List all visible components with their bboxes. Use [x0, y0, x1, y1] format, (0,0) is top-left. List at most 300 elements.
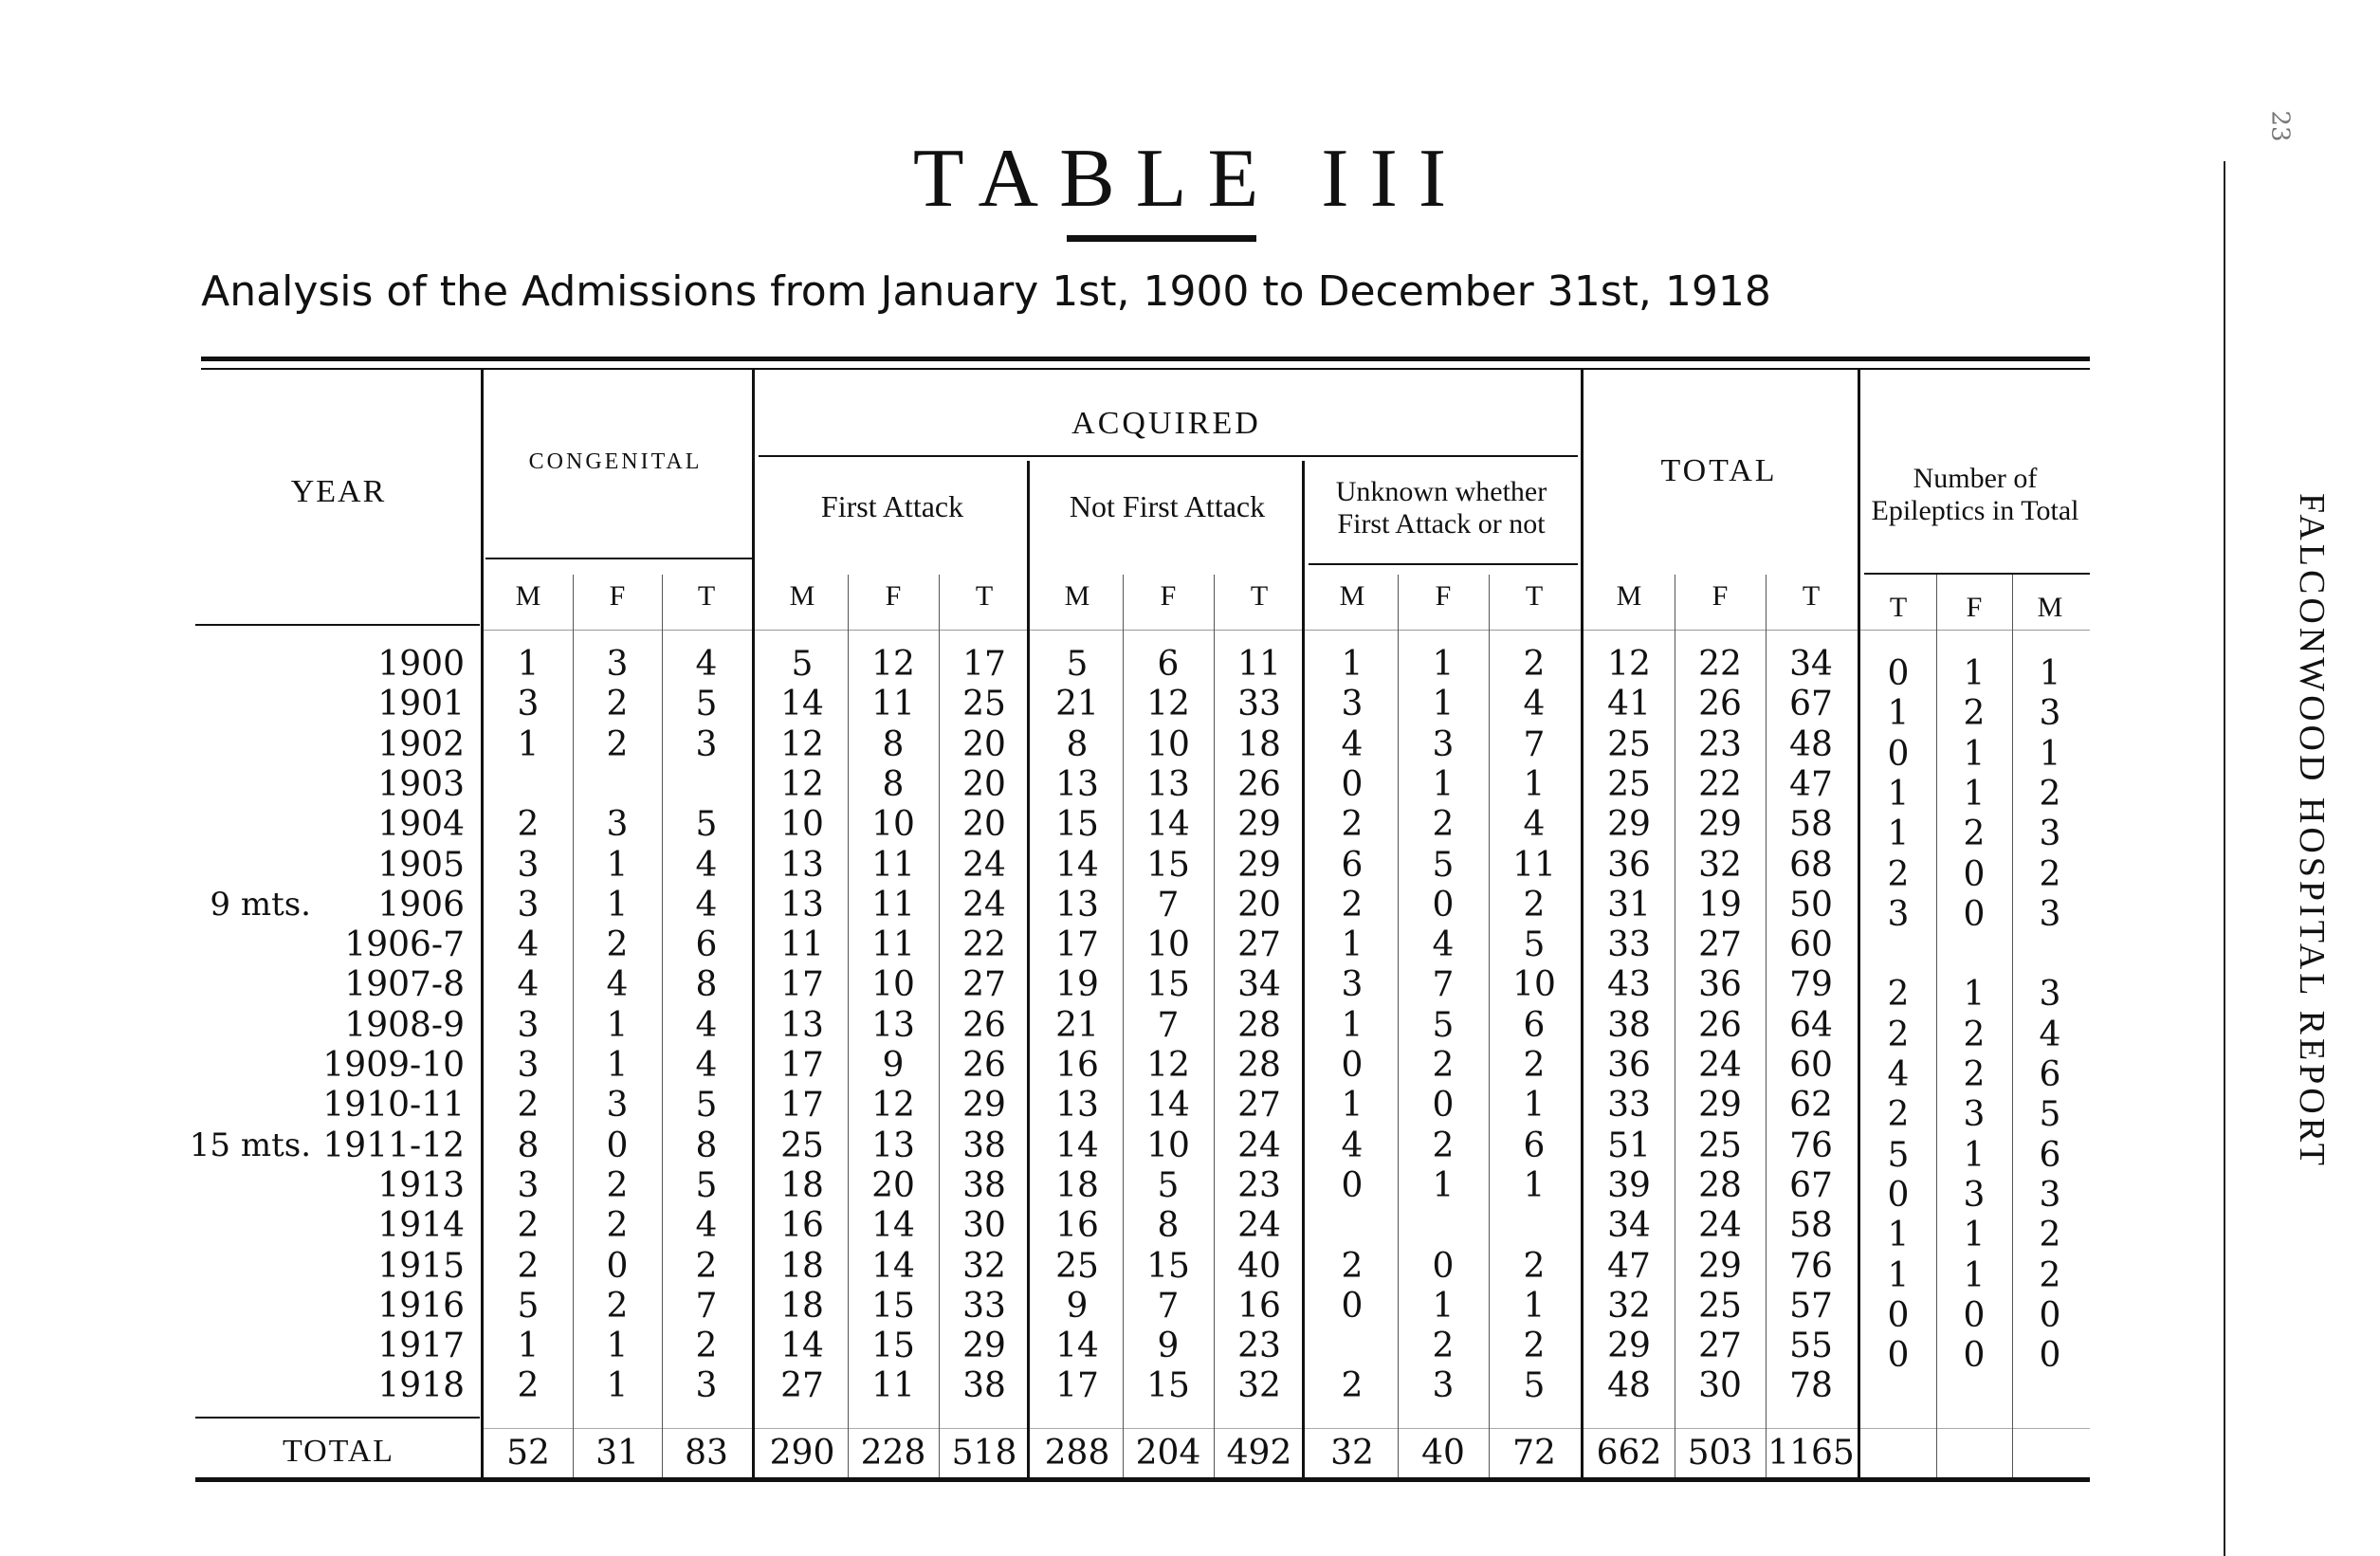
- table-cell: 20: [962, 765, 1006, 804]
- subheader-rule: [482, 630, 2090, 631]
- table-cell: 4: [695, 886, 718, 924]
- table-cell: 38: [962, 1166, 1006, 1205]
- epileptics-cell: 2: [1887, 855, 1910, 894]
- congenital-rule: [485, 558, 753, 559]
- table-cell: 13: [1146, 765, 1190, 804]
- table-cell: 1: [1523, 1166, 1546, 1205]
- table-cell: 5: [1432, 846, 1455, 885]
- table-cell: 7: [695, 1287, 718, 1326]
- subheader-f: F: [1435, 580, 1452, 612]
- epileptics-cell: 3: [2039, 815, 2061, 853]
- table-cell: 1: [1432, 645, 1455, 684]
- epileptics-cell: 0: [1887, 735, 1910, 774]
- table-cell: 27: [780, 1366, 824, 1405]
- table-cell: 13: [780, 1006, 824, 1045]
- table-cell: 5: [1523, 925, 1546, 964]
- table-cell: 1: [1523, 1086, 1546, 1125]
- year-cell: 1916: [377, 1287, 465, 1326]
- total-cell: 228: [860, 1434, 926, 1473]
- table-cell: 27: [1698, 1327, 1742, 1365]
- subheader-f: F: [885, 580, 902, 612]
- table-cell: 10: [1146, 1126, 1190, 1165]
- table-cell: 1: [1341, 1086, 1364, 1125]
- table-cell: 55: [1789, 1327, 1833, 1365]
- table-cell: 13: [871, 1126, 915, 1165]
- table-cell: 1: [1432, 765, 1455, 804]
- epileptics-cell: 3: [2039, 694, 2061, 733]
- table-cell: 3: [695, 725, 718, 764]
- total-cell: 83: [685, 1434, 728, 1473]
- table-cell: 2: [1523, 1046, 1546, 1085]
- table-cell: 0: [1341, 765, 1364, 804]
- table-cell: 26: [962, 1006, 1006, 1045]
- table-cell: 1: [517, 645, 540, 684]
- table-cell: 4: [1341, 1126, 1364, 1165]
- year-cell: 1915: [377, 1247, 465, 1286]
- table-cell: 27: [1237, 1086, 1281, 1125]
- table-cell: 2: [606, 925, 629, 964]
- table-cell: 4: [695, 1006, 718, 1045]
- table-cell: 26: [962, 1046, 1006, 1085]
- total-cell: 31: [595, 1434, 639, 1473]
- table-cell: 3: [1432, 725, 1455, 764]
- table-cell: 5: [695, 805, 718, 844]
- table-cell: 10: [780, 805, 824, 844]
- table-cell: 2: [695, 1247, 718, 1286]
- year-cell: 1918: [377, 1366, 465, 1405]
- table-cell: 2: [517, 1086, 540, 1125]
- table-cell: 3: [1341, 685, 1364, 723]
- table-cell: 17: [1055, 1366, 1099, 1405]
- table-cell: 40: [1237, 1247, 1281, 1286]
- table-cell: 7: [1157, 1006, 1180, 1045]
- table-cell: 28: [1698, 1166, 1742, 1205]
- table-cell: 36: [1698, 965, 1742, 1004]
- table-cell: 38: [962, 1126, 1006, 1165]
- table-cell: 24: [1698, 1206, 1742, 1245]
- table-cell: 26: [1698, 1006, 1742, 1045]
- table-cell: 13: [871, 1006, 915, 1045]
- table-cell: 11: [1237, 645, 1281, 684]
- table-cell: 33: [1607, 1086, 1651, 1125]
- table-cell: 7: [1157, 886, 1180, 924]
- table-cell: 32: [962, 1247, 1006, 1286]
- table-cell: 3: [517, 1166, 540, 1205]
- table-top-rule-thin: [201, 368, 2090, 370]
- table-cell: 4: [695, 846, 718, 885]
- table-cell: 7: [1523, 725, 1546, 764]
- table-cell: 27: [1698, 925, 1742, 964]
- total-cell: 40: [1421, 1434, 1465, 1473]
- epileptics-cell: 0: [1963, 1336, 1986, 1375]
- epileptics-cell: 1: [1963, 1136, 1986, 1175]
- table-cell: 32: [1698, 846, 1742, 885]
- table-cell: 1: [517, 1327, 540, 1365]
- table-cell: 2: [606, 1206, 629, 1245]
- epileptics-cell: 3: [2039, 895, 2061, 934]
- table-cell: 17: [780, 965, 824, 1004]
- table-cell: 34: [1607, 1206, 1651, 1245]
- table-cell: 3: [517, 1006, 540, 1045]
- year-cell: 1907-8: [344, 965, 465, 1004]
- epileptics-cell: 3: [2039, 975, 2061, 1014]
- epileptics-cell: 2: [1887, 1095, 1910, 1134]
- table-cell: 14: [871, 1206, 915, 1245]
- table-cell: 50: [1789, 886, 1833, 924]
- table-cell: 15: [871, 1327, 915, 1365]
- table-cell: 1: [1341, 645, 1364, 684]
- epileptics-cell: 1: [1963, 654, 1986, 693]
- epileptics-cell: 3: [1963, 1176, 1986, 1215]
- epileptics-cell: 2: [1963, 694, 1986, 733]
- table-cell: 25: [962, 685, 1006, 723]
- table-cell: 5: [695, 685, 718, 723]
- table-cell: 18: [1237, 725, 1281, 764]
- table-cell: 3: [606, 645, 629, 684]
- table-cell: 18: [780, 1166, 824, 1205]
- table-cell: 32: [1607, 1287, 1651, 1326]
- table-cell: 29: [962, 1327, 1006, 1365]
- total-cell: 1165: [1767, 1434, 1855, 1473]
- table-cell: 4: [1523, 685, 1546, 723]
- table-cell: 1: [1432, 685, 1455, 723]
- table-cell: 2: [517, 1366, 540, 1405]
- table-cell: 2: [1523, 1327, 1546, 1365]
- total-cell: 204: [1135, 1434, 1201, 1473]
- table-cell: 68: [1789, 846, 1833, 885]
- table-cell: 21: [1055, 685, 1099, 723]
- table-cell: 5: [695, 1166, 718, 1205]
- epileptics-cell: 1: [1887, 1256, 1910, 1295]
- table-cell: 1: [1341, 925, 1364, 964]
- table-cell: 1: [1432, 1166, 1455, 1205]
- table-cell: 25: [1698, 1287, 1742, 1326]
- table-cell: 1: [606, 1366, 629, 1405]
- table-cell: 38: [962, 1366, 1006, 1405]
- year-cell: 1902: [377, 725, 465, 764]
- table-cell: 29: [1698, 1247, 1742, 1286]
- table-cell: 23: [1698, 725, 1742, 764]
- table-cell: 2: [1432, 1327, 1455, 1365]
- total-cell: 72: [1512, 1434, 1556, 1473]
- table-subtitle: Analysis of the Admissions from January 1st, 1900 to December 31st, 1918: [201, 267, 1771, 316]
- table-cell: 33: [962, 1287, 1006, 1326]
- table-cell: 48: [1789, 725, 1833, 764]
- page-number: 23: [2265, 110, 2295, 142]
- table-cell: 58: [1789, 1206, 1833, 1245]
- table-cell: 7: [1157, 1287, 1180, 1326]
- epileptics-header-line2: Epileptics in Total: [1871, 495, 2079, 526]
- epileptics-cell: 1: [1887, 694, 1910, 733]
- subheader-t: T: [975, 580, 994, 612]
- year-cell: 1901: [377, 685, 465, 723]
- table-cell: 25: [1607, 765, 1651, 804]
- table-cell: 60: [1789, 1046, 1833, 1085]
- table-cell: 7: [1432, 965, 1455, 1004]
- table-cell: 57: [1789, 1287, 1833, 1326]
- table-cell: 4: [517, 925, 540, 964]
- table-cell: 2: [1341, 886, 1364, 924]
- epileptics-subheader-m: M: [2037, 592, 2063, 623]
- table-cell: 14: [780, 685, 824, 723]
- table-cell: 13: [780, 886, 824, 924]
- table-cell: 78: [1789, 1366, 1833, 1405]
- table-cell: 8: [517, 1126, 540, 1165]
- table-cell: 32: [1237, 1366, 1281, 1405]
- table-cell: 20: [962, 725, 1006, 764]
- subheader-m: M: [1064, 580, 1090, 612]
- table-cell: 9: [1066, 1287, 1089, 1326]
- total-cell: 503: [1687, 1434, 1753, 1473]
- total-cell: 662: [1596, 1434, 1662, 1473]
- table-cell: 14: [780, 1327, 824, 1365]
- table-cell: 11: [871, 886, 915, 924]
- table-cell: 18: [780, 1247, 824, 1286]
- year-cell: 1914: [377, 1206, 465, 1245]
- table-cell: 10: [871, 805, 915, 844]
- table-cell: 4: [606, 965, 629, 1004]
- table-cell: 1: [1523, 1287, 1546, 1326]
- side-running-title: FALCONWOOD HOSPITAL REPORT: [2292, 493, 2332, 1170]
- epileptics-cell: 1: [1963, 1216, 1986, 1254]
- table-cell: 1: [517, 725, 540, 764]
- table-cell: 4: [695, 1046, 718, 1085]
- table-cell: 13: [1055, 765, 1099, 804]
- table-cell: 5: [1432, 1006, 1455, 1045]
- table-cell: 36: [1607, 1046, 1651, 1085]
- table-cell: 2: [1523, 1247, 1546, 1286]
- table-cell: 3: [1341, 965, 1364, 1004]
- table-cell: 14: [1146, 1086, 1190, 1125]
- epileptics-cell: 2: [2039, 855, 2061, 894]
- epileptics-cell: 1: [1887, 1216, 1910, 1254]
- table-cell: 24: [1237, 1206, 1281, 1245]
- table-cell: 13: [1055, 1086, 1099, 1125]
- table-cell: 8: [695, 1126, 718, 1165]
- table-cell: 2: [695, 1327, 718, 1365]
- table-cell: 5: [695, 1086, 718, 1125]
- table-cell: 43: [1607, 965, 1651, 1004]
- table-top-rule: [201, 357, 2090, 361]
- year-cell: 1917: [377, 1327, 465, 1365]
- table-cell: 12: [1146, 685, 1190, 723]
- table-cell: 12: [871, 1086, 915, 1125]
- table-cell: 3: [517, 1046, 540, 1085]
- table-cell: 11: [871, 685, 915, 723]
- table-cell: 15: [1146, 846, 1190, 885]
- epileptics-cell: 4: [1887, 1055, 1910, 1094]
- epileptics-cell: 5: [1887, 1136, 1910, 1175]
- table-cell: 27: [1237, 925, 1281, 964]
- table-cell: 1: [1432, 1287, 1455, 1326]
- subheader-t: T: [1250, 580, 1269, 612]
- title-underline: [1067, 235, 1256, 242]
- epileptics-subheader-f: F: [1966, 592, 1983, 623]
- table-cell: 4: [695, 645, 718, 684]
- table-cell: 64: [1789, 1006, 1833, 1045]
- table-cell: 34: [1789, 645, 1833, 684]
- subheader-m: M: [1339, 580, 1365, 612]
- table-cell: 25: [1698, 1126, 1742, 1165]
- table-cell: 19: [1055, 965, 1099, 1004]
- epileptics-header-line1: Number of: [1913, 463, 2038, 494]
- table-cell: 10: [1146, 925, 1190, 964]
- epileptics-subheader-t: T: [1889, 592, 1908, 623]
- table-cell: 3: [517, 685, 540, 723]
- table-cell: 0: [1432, 1247, 1455, 1286]
- table-cell: 28: [1237, 1006, 1281, 1045]
- table-cell: 18: [780, 1287, 824, 1326]
- table-cell: 11: [1512, 846, 1556, 885]
- total-cell: 52: [506, 1434, 550, 1473]
- epileptics-cell: 3: [2039, 1176, 2061, 1215]
- first-attack-header: First Attack: [820, 489, 964, 523]
- table-cell: 6: [1157, 645, 1180, 684]
- epileptics-cell: 0: [1887, 1336, 1910, 1375]
- table-cell: 14: [1055, 846, 1099, 885]
- table-cell: 2: [517, 1206, 540, 1245]
- table-cell: 4: [1341, 725, 1364, 764]
- year-prefix: 9 mts.: [210, 886, 311, 924]
- table-cell: 11: [780, 925, 824, 964]
- table-cell: 24: [962, 886, 1006, 924]
- table-cell: 4: [1432, 925, 1455, 964]
- table-cell: 17: [1055, 925, 1099, 964]
- table-cell: 2: [1341, 805, 1364, 844]
- page-edge-rule: [2224, 161, 2225, 1556]
- table-cell: 2: [1432, 805, 1455, 844]
- epileptics-cell: 1: [1963, 975, 1986, 1014]
- table-cell: 29: [1607, 805, 1651, 844]
- table-cell: 67: [1789, 1166, 1833, 1205]
- table-cell: 1: [606, 1327, 629, 1365]
- epileptics-cell: 2: [1887, 1016, 1910, 1054]
- table-cell: 39: [1607, 1166, 1651, 1205]
- table-cell: 20: [871, 1166, 915, 1205]
- total-row-label: TOTAL: [282, 1434, 395, 1469]
- year-cell: 1913: [377, 1166, 465, 1205]
- table-cell: 2: [1523, 645, 1546, 684]
- table-cell: 2: [1432, 1046, 1455, 1085]
- table-cell: 25: [780, 1126, 824, 1165]
- table-cell: 3: [695, 1366, 718, 1405]
- table-cell: 22: [1698, 765, 1742, 804]
- table-cell: 2: [517, 1247, 540, 1286]
- epileptics-cell: 2: [1963, 1016, 1986, 1054]
- table-cell: 24: [962, 846, 1006, 885]
- table-cell: 5: [1523, 1366, 1546, 1405]
- table-cell: 67: [1789, 685, 1833, 723]
- total-cell: 32: [1330, 1434, 1374, 1473]
- year-cell: 1910-11: [322, 1086, 465, 1125]
- year-prefix: 15 mts.: [189, 1126, 311, 1164]
- table-cell: 0: [606, 1247, 629, 1286]
- table-cell: 16: [1237, 1287, 1281, 1326]
- total-cell: 288: [1044, 1434, 1110, 1473]
- table-cell: 8: [1066, 725, 1089, 764]
- subheader-t: T: [697, 580, 716, 612]
- table-cell: 4: [517, 965, 540, 1004]
- table-cell: 1: [606, 846, 629, 885]
- table-cell: 8: [1157, 1206, 1180, 1245]
- epileptics-cell: 1: [1887, 775, 1910, 814]
- epileptics-cell: 6: [2039, 1136, 2061, 1175]
- table-cell: 1: [606, 1006, 629, 1045]
- unknown-header-line1: Unknown whether: [1335, 476, 1547, 507]
- table-cell: 27: [962, 965, 1006, 1004]
- epileptics-cell: 2: [2039, 1256, 2061, 1295]
- unknown-header-line2: First Attack or not: [1337, 508, 1546, 540]
- table-cell: 21: [1055, 1006, 1099, 1045]
- table-cell: 14: [1146, 805, 1190, 844]
- table-cell: 0: [1341, 1287, 1364, 1326]
- table-cell: 58: [1789, 805, 1833, 844]
- table-cell: 2: [517, 805, 540, 844]
- unknown-rule: [1309, 563, 1578, 565]
- table-cell: 29: [1237, 846, 1281, 885]
- epileptics-cell: 2: [1887, 975, 1910, 1014]
- table-cell: 2: [606, 1166, 629, 1205]
- table-cell: 34: [1237, 965, 1281, 1004]
- table-title: TABLE III: [912, 133, 1468, 225]
- table-cell: 14: [871, 1247, 915, 1286]
- table-cell: 22: [962, 925, 1006, 964]
- table-cell: 12: [1607, 645, 1651, 684]
- table-cell: 30: [1698, 1366, 1742, 1405]
- table-cell: 14: [1055, 1327, 1099, 1365]
- table-cell: 76: [1789, 1126, 1833, 1165]
- table-cell: 10: [871, 965, 915, 1004]
- table-cell: 36: [1607, 846, 1651, 885]
- epileptics-rule: [1864, 573, 2090, 575]
- epileptics-cell: 0: [1887, 1296, 1910, 1335]
- table-cell: 29: [962, 1086, 1006, 1125]
- table-cell: 11: [871, 1366, 915, 1405]
- table-cell: 33: [1607, 925, 1651, 964]
- table-cell: 4: [1523, 805, 1546, 844]
- table-cell: 26: [1698, 685, 1742, 723]
- table-cell: 6: [1523, 1006, 1546, 1045]
- table-cell: 9: [882, 1046, 905, 1085]
- table-cell: 5: [791, 645, 814, 684]
- table-cell: 2: [1341, 1366, 1364, 1405]
- table-cell: 6: [1523, 1126, 1546, 1165]
- table-cell: 5: [1157, 1166, 1180, 1205]
- table-cell: 15: [871, 1287, 915, 1326]
- table-cell: 3: [517, 846, 540, 885]
- table-cell: 15: [1146, 1247, 1190, 1286]
- table-cell: 12: [1146, 1046, 1190, 1085]
- epileptics-cell: 1: [1887, 815, 1910, 853]
- table-cell: 13: [1055, 886, 1099, 924]
- table-cell: 0: [1432, 1086, 1455, 1125]
- table-cell: 18: [1055, 1166, 1099, 1205]
- epileptics-cell: 4: [2039, 1016, 2061, 1054]
- table-cell: 3: [517, 886, 540, 924]
- epileptics-cell: 3: [1887, 895, 1910, 934]
- table-cell: 9: [1157, 1327, 1180, 1365]
- subheader-m: M: [789, 580, 815, 612]
- table-cell: 6: [1341, 846, 1364, 885]
- table-cell: 16: [780, 1206, 824, 1245]
- table-cell: 30: [962, 1206, 1006, 1245]
- table-cell: 6: [695, 925, 718, 964]
- table-cell: 10: [1512, 965, 1556, 1004]
- subheader-m: M: [515, 580, 541, 612]
- table-cell: 2: [1341, 1247, 1364, 1286]
- table-cell: 3: [1432, 1366, 1455, 1405]
- subheader-f: F: [1160, 580, 1177, 612]
